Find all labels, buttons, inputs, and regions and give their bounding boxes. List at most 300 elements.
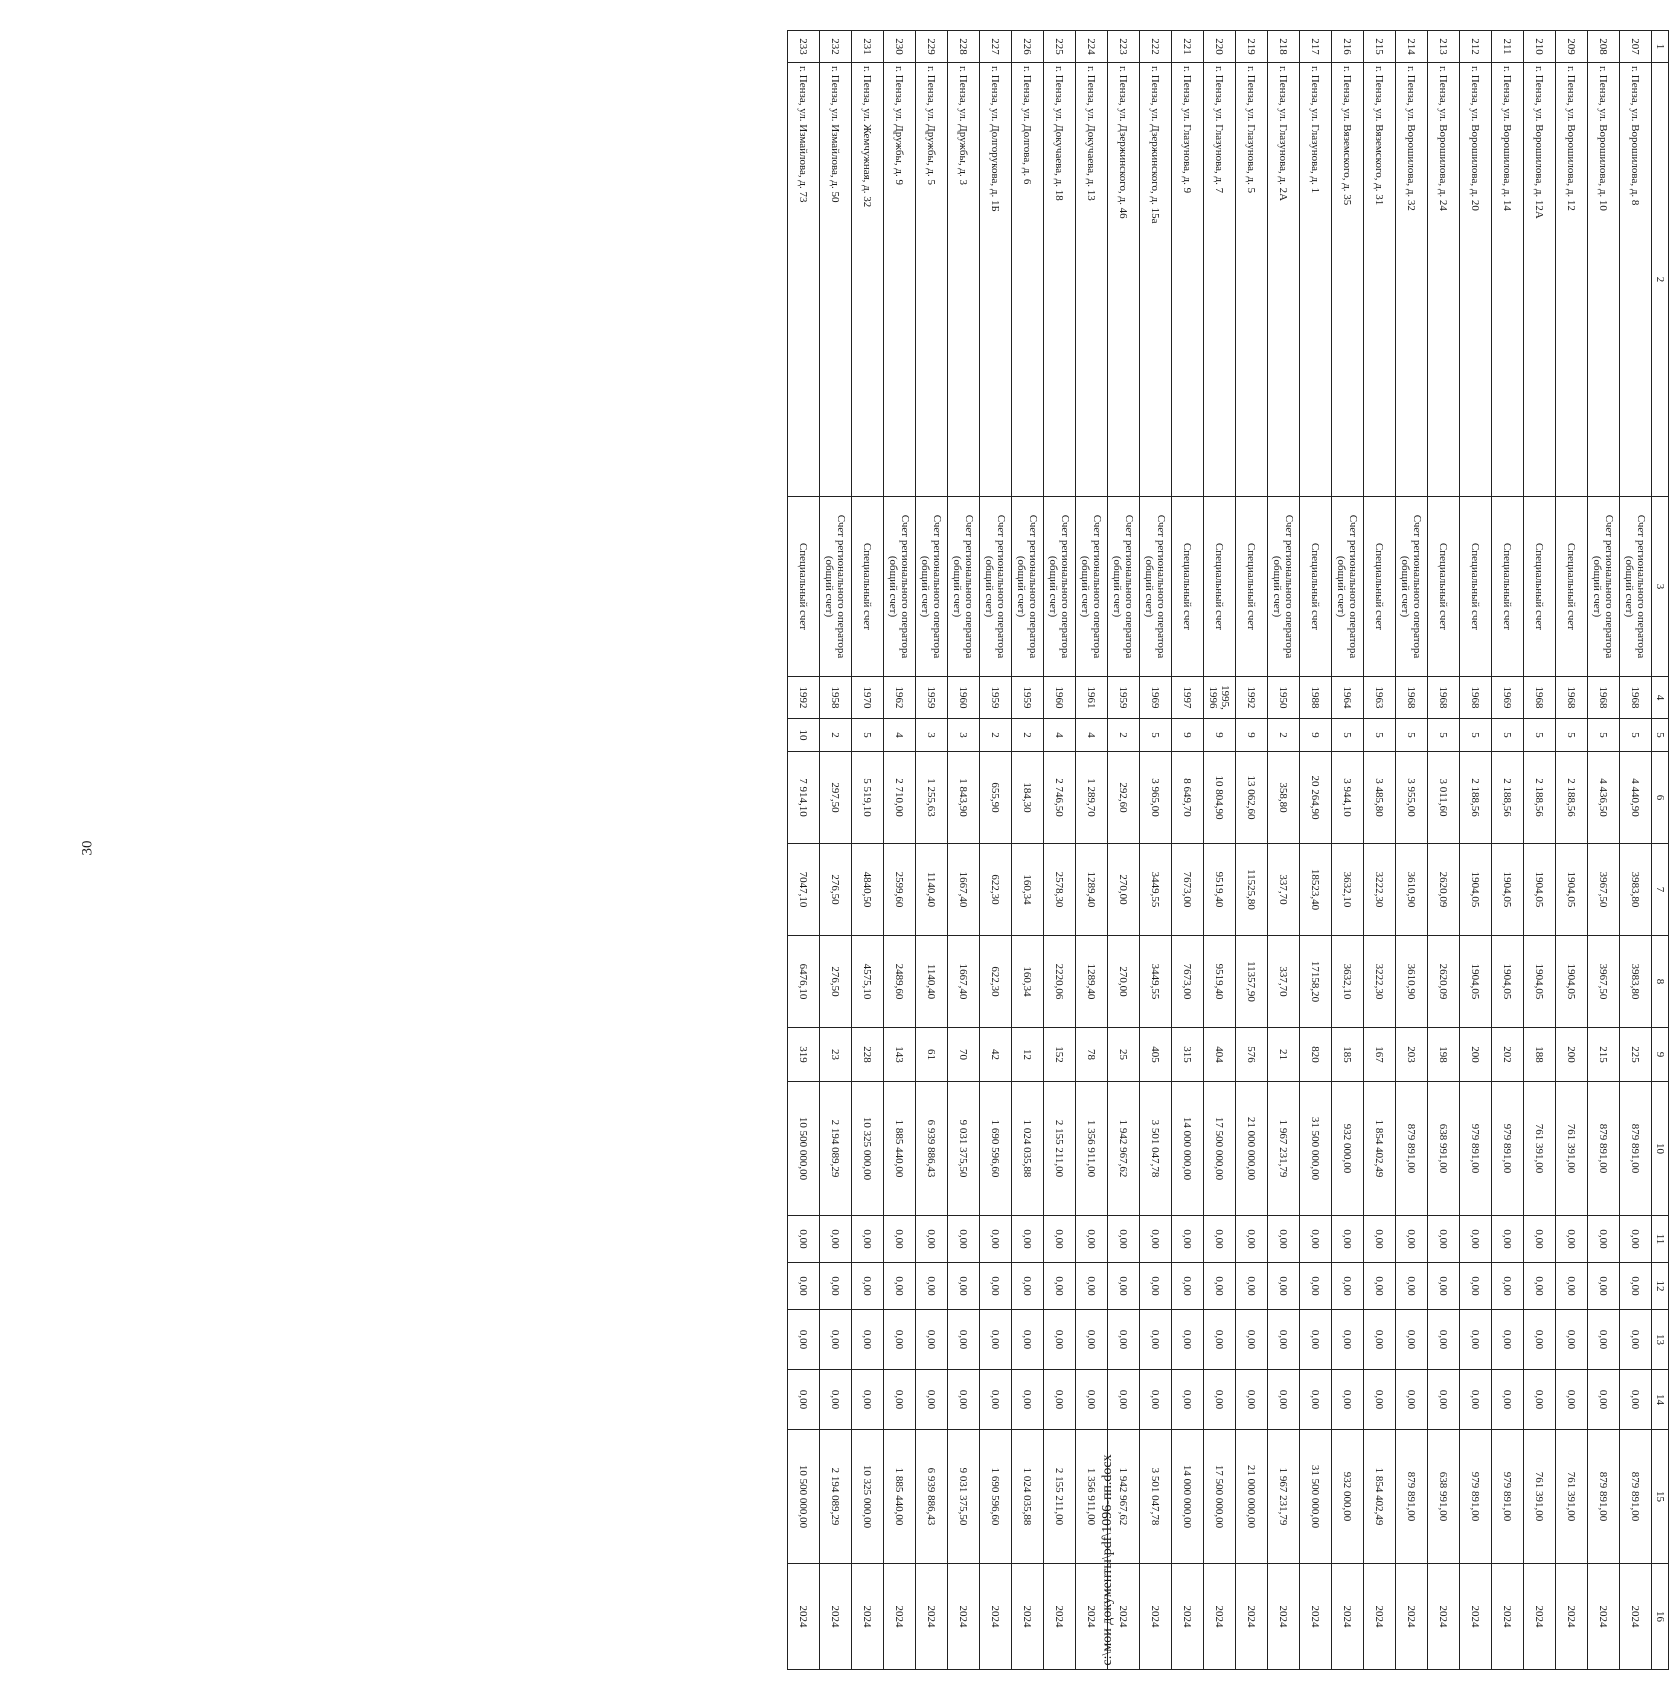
- value-cell: 1904,05: [1524, 936, 1556, 1028]
- value-cell: 2 188,56: [1524, 752, 1556, 844]
- value-cell: 0,00: [1236, 1370, 1268, 1430]
- cost-cell: 1 854 402,49: [1364, 1430, 1396, 1564]
- row-number: 216: [1332, 31, 1364, 63]
- value-cell: 3983,80: [1620, 844, 1652, 936]
- value-cell: 0,00: [1364, 1310, 1396, 1370]
- value-cell: 0,00: [884, 1263, 916, 1310]
- value-cell: 3 965,00: [1140, 752, 1172, 844]
- table-row: [820, 31, 852, 1670]
- value-cell: 5 519,10: [852, 752, 884, 844]
- table-row: [1364, 31, 1396, 1670]
- value-cell: 0,00: [1268, 1263, 1300, 1310]
- floors-cell: 4: [884, 719, 916, 752]
- row-number: 213: [1428, 31, 1460, 63]
- value-cell: 1289,40: [1076, 936, 1108, 1028]
- account-type-cell: Специальный счет: [1556, 497, 1588, 677]
- table-row: [1076, 31, 1108, 1670]
- address-cell: г. Пенза, ул. Долгорукова, д. 1Б: [980, 63, 1012, 497]
- value-cell: 0,00: [1012, 1370, 1044, 1430]
- value-cell: 0,00: [916, 1310, 948, 1370]
- value-cell: 0,00: [1588, 1370, 1620, 1430]
- account-type-cell: Специальный счет: [1172, 497, 1204, 677]
- cost-cell: 979 891,00: [1492, 1082, 1524, 1216]
- cost-cell: 1 024 035,88: [1012, 1082, 1044, 1216]
- value-cell: 0,00: [788, 1216, 820, 1263]
- row-number: 217: [1300, 31, 1332, 63]
- floors-cell: 5: [1556, 719, 1588, 752]
- value-cell: 0,00: [1492, 1263, 1524, 1310]
- floors-cell: 5: [1140, 719, 1172, 752]
- value-cell: 270,00: [1108, 936, 1140, 1028]
- value-cell: 0,00: [948, 1216, 980, 1263]
- value-cell: 0,00: [1236, 1263, 1268, 1310]
- floors-cell: 9: [1236, 719, 1268, 752]
- value-cell: 655,90: [980, 752, 1012, 844]
- table-row: [916, 31, 948, 1670]
- value-cell: 0,00: [1172, 1263, 1204, 1310]
- value-cell: 0,00: [1620, 1216, 1652, 1263]
- value-cell: 1140,40: [916, 936, 948, 1028]
- year-planned-cell: 2024: [1620, 1564, 1652, 1670]
- value-cell: 0,00: [1620, 1370, 1652, 1430]
- column-number: 8: [1652, 936, 1669, 1028]
- cost-cell: 17 500 000,00: [1204, 1430, 1236, 1564]
- address-cell: г. Пенза, ул. Ворошилова, д. 24: [1428, 63, 1460, 497]
- value-cell: 270,00: [1108, 844, 1140, 936]
- account-type-cell: Счет регионального оператора (общий счет): [884, 497, 916, 677]
- build-year-cell: 1958: [820, 677, 852, 719]
- account-type-cell: Специальный счет: [1428, 497, 1460, 677]
- value-cell: 3632,10: [1332, 936, 1364, 1028]
- build-year-cell: 1968: [1556, 677, 1588, 719]
- floors-cell: 5: [852, 719, 884, 752]
- value-cell: 0,00: [1620, 1310, 1652, 1370]
- value-cell: 0,00: [1460, 1263, 1492, 1310]
- row-number: 210: [1524, 31, 1556, 63]
- floors-cell: 5: [1492, 719, 1524, 752]
- address-cell: г. Пенза, ул. Дружбы, д. 9: [884, 63, 916, 497]
- cost-cell: 879 891,00: [1620, 1430, 1652, 1564]
- value-cell: 4 440,90: [1620, 752, 1652, 844]
- address-cell: г. Пенза, ул. Дзержинского, д. 15а: [1140, 63, 1172, 497]
- floors-cell: 9: [1172, 719, 1204, 752]
- cost-cell: 21 000 000,00: [1236, 1430, 1268, 1564]
- value-cell: 21: [1268, 1028, 1300, 1082]
- account-type-cell: Счет регионального оператора (общий счет): [980, 497, 1012, 677]
- value-cell: 1 843,90: [948, 752, 980, 844]
- value-cell: 0,00: [1492, 1216, 1524, 1263]
- value-cell: 0,00: [1044, 1216, 1076, 1263]
- table-row: [1012, 31, 1044, 1670]
- row-number: 224: [1076, 31, 1108, 63]
- address-cell: г. Пенза, ул. Глазунова, д. 1: [1300, 63, 1332, 497]
- address-cell: г. Пенза, ул. Ворошилова, д. 12А: [1524, 63, 1556, 497]
- value-cell: 0,00: [1460, 1310, 1492, 1370]
- address-cell: г. Пенза, ул. Ворошилова, д. 8: [1620, 63, 1652, 497]
- build-year-cell: 1997: [1172, 677, 1204, 719]
- cost-cell: 14 000 000,00: [1172, 1082, 1204, 1216]
- account-type-cell: Счет регионального оператора (общий счет): [1012, 497, 1044, 677]
- value-cell: 0,00: [852, 1310, 884, 1370]
- build-year-cell: 1992: [1236, 677, 1268, 719]
- row-number: 227: [980, 31, 1012, 63]
- row-number: 220: [1204, 31, 1236, 63]
- floors-cell: 5: [1364, 719, 1396, 752]
- column-number: 5: [1652, 719, 1669, 752]
- value-cell: 10 804,90: [1204, 752, 1236, 844]
- value-cell: 184,30: [1012, 752, 1044, 844]
- value-cell: 1140,40: [916, 844, 948, 936]
- value-cell: 405: [1140, 1028, 1172, 1082]
- value-cell: 4575,10: [852, 936, 884, 1028]
- value-cell: 200: [1556, 1028, 1588, 1082]
- value-cell: 1904,05: [1492, 844, 1524, 936]
- row-number: 232: [820, 31, 852, 63]
- table-row: [788, 31, 820, 1670]
- cost-cell: 14 000 000,00: [1172, 1430, 1204, 1564]
- build-year-cell: 1968: [1396, 677, 1428, 719]
- account-type-cell: Счет регионального оператора (общий счет): [948, 497, 980, 677]
- value-cell: 276,50: [820, 844, 852, 936]
- cost-cell: 6 939 886,43: [916, 1430, 948, 1564]
- account-type-cell: Специальный счет: [788, 497, 820, 677]
- year-planned-cell: 2024: [1044, 1564, 1076, 1670]
- column-number: 16: [1652, 1564, 1669, 1670]
- value-cell: 0,00: [1396, 1216, 1428, 1263]
- value-cell: 0,00: [1076, 1310, 1108, 1370]
- account-type-cell: Специальный счет: [1300, 497, 1332, 677]
- value-cell: 0,00: [1364, 1370, 1396, 1430]
- value-cell: 0,00: [1428, 1263, 1460, 1310]
- cost-cell: 879 891,00: [1588, 1430, 1620, 1564]
- column-number: 1: [1652, 31, 1669, 63]
- value-cell: 0,00: [1556, 1370, 1588, 1430]
- cost-cell: 2 194 089,29: [820, 1082, 852, 1216]
- value-cell: 11357,90: [1236, 936, 1268, 1028]
- address-cell: г. Пенза, ул. Вяземского, д. 35: [1332, 63, 1364, 497]
- value-cell: 3632,10: [1332, 844, 1364, 936]
- value-cell: 0,00: [1396, 1263, 1428, 1310]
- value-cell: 337,70: [1268, 844, 1300, 936]
- table-row: [1204, 31, 1236, 1670]
- cost-cell: 10 500 000,00: [788, 1082, 820, 1216]
- cost-cell: 879 891,00: [1620, 1082, 1652, 1216]
- value-cell: 20 264,90: [1300, 752, 1332, 844]
- value-cell: 0,00: [1460, 1216, 1492, 1263]
- value-cell: 0,00: [1524, 1263, 1556, 1310]
- row-number: 231: [852, 31, 884, 63]
- year-planned-cell: 2024: [1364, 1564, 1396, 1670]
- cost-cell: 1 854 402,49: [1364, 1082, 1396, 1216]
- value-cell: 0,00: [1108, 1216, 1140, 1263]
- value-cell: 1 255,63: [916, 752, 948, 844]
- address-cell: г. Пенза, ул. Дзержинского, д. 46: [1108, 63, 1140, 497]
- value-cell: 0,00: [1108, 1370, 1140, 1430]
- value-cell: 0,00: [916, 1216, 948, 1263]
- build-year-cell: 1961: [1076, 677, 1108, 719]
- cost-cell: 932 000,00: [1332, 1430, 1364, 1564]
- value-cell: 70: [948, 1028, 980, 1082]
- column-number-row: [1652, 31, 1669, 1670]
- value-cell: 3222,30: [1364, 844, 1396, 936]
- build-year-cell: 1992: [788, 677, 820, 719]
- year-planned-cell: 2024: [1428, 1564, 1460, 1670]
- column-number: 9: [1652, 1028, 1669, 1082]
- cost-cell: 1 690 596,60: [980, 1430, 1012, 1564]
- value-cell: 404: [1204, 1028, 1236, 1082]
- build-year-cell: 1968: [1524, 677, 1556, 719]
- value-cell: 0,00: [1012, 1310, 1044, 1370]
- cost-cell: 1 967 231,79: [1268, 1082, 1300, 1216]
- row-number: 222: [1140, 31, 1172, 63]
- cost-cell: 1 967 231,79: [1268, 1430, 1300, 1564]
- value-cell: 0,00: [1364, 1263, 1396, 1310]
- floors-cell: 5: [1524, 719, 1556, 752]
- cost-cell: 9 031 375,50: [948, 1082, 980, 1216]
- cost-cell: 9 031 375,50: [948, 1430, 980, 1564]
- column-number: 3: [1652, 497, 1669, 677]
- value-cell: 215: [1588, 1028, 1620, 1082]
- value-cell: 0,00: [884, 1216, 916, 1263]
- value-cell: 1904,05: [1460, 844, 1492, 936]
- year-planned-cell: 2024: [1236, 1564, 1268, 1670]
- value-cell: 622,30: [980, 844, 1012, 936]
- value-cell: 185: [1332, 1028, 1364, 1082]
- year-planned-cell: 2024: [1588, 1564, 1620, 1670]
- value-cell: 0,00: [1396, 1310, 1428, 1370]
- value-cell: 0,00: [1204, 1370, 1236, 1430]
- table-row: [852, 31, 884, 1670]
- year-planned-cell: 2024: [1556, 1564, 1588, 1670]
- account-type-cell: Счет регионального оператора (общий счет): [1396, 497, 1428, 677]
- value-cell: 0,00: [980, 1263, 1012, 1310]
- value-cell: 3967,50: [1588, 844, 1620, 936]
- cost-cell: 21 000 000,00: [1236, 1082, 1268, 1216]
- cost-cell: 2 155 211,00: [1044, 1082, 1076, 1216]
- value-cell: 576: [1236, 1028, 1268, 1082]
- value-cell: 12: [1012, 1028, 1044, 1082]
- build-year-cell: 1959: [1012, 677, 1044, 719]
- value-cell: 0,00: [1524, 1370, 1556, 1430]
- value-cell: 7047,10: [788, 844, 820, 936]
- value-cell: 13 062,60: [1236, 752, 1268, 844]
- row-number: 212: [1460, 31, 1492, 63]
- address-cell: г. Пенза, ул. Дружбы, д. 5: [916, 63, 948, 497]
- cost-cell: 1 356 911,00: [1076, 1082, 1108, 1216]
- value-cell: 2620,09: [1428, 936, 1460, 1028]
- address-cell: г. Пенза, ул. Докучаева, д. 18: [1044, 63, 1076, 497]
- value-cell: 2 188,56: [1492, 752, 1524, 844]
- value-cell: 2 746,50: [1044, 752, 1076, 844]
- build-year-cell: 1959: [916, 677, 948, 719]
- cost-cell: 2 194 089,29: [820, 1430, 852, 1564]
- table-row: [1620, 31, 1652, 1670]
- year-planned-cell: 2024: [884, 1564, 916, 1670]
- cost-cell: 1 885 440,00: [884, 1082, 916, 1216]
- value-cell: 2620,09: [1428, 844, 1460, 936]
- value-cell: 0,00: [916, 1263, 948, 1310]
- address-cell: г. Пенза, ул. Дружбы, д. 3: [948, 63, 980, 497]
- value-cell: 3 955,00: [1396, 752, 1428, 844]
- value-cell: 0,00: [1364, 1216, 1396, 1263]
- value-cell: 1904,05: [1460, 936, 1492, 1028]
- year-planned-cell: 2024: [1172, 1564, 1204, 1670]
- table-row: [1236, 31, 1268, 1670]
- value-cell: 292,60: [1108, 752, 1140, 844]
- value-cell: 0,00: [948, 1370, 980, 1430]
- floors-cell: 2: [1108, 719, 1140, 752]
- build-year-cell: 1959: [980, 677, 1012, 719]
- value-cell: 0,00: [1268, 1370, 1300, 1430]
- registry-table: [787, 30, 1669, 1670]
- address-cell: г. Пенза, ул. Докучаева, д. 13: [1076, 63, 1108, 497]
- column-number: 13: [1652, 1310, 1669, 1370]
- account-type-cell: Специальный счет: [1524, 497, 1556, 677]
- value-cell: 820: [1300, 1028, 1332, 1082]
- value-cell: 0,00: [1044, 1310, 1076, 1370]
- value-cell: 0,00: [1588, 1263, 1620, 1310]
- table-row: [884, 31, 916, 1670]
- column-number: 10: [1652, 1082, 1669, 1216]
- cost-cell: 1 690 596,60: [980, 1082, 1012, 1216]
- address-cell: г. Пенза, ул. Жемчужная, д. 32: [852, 63, 884, 497]
- value-cell: 3 485,80: [1364, 752, 1396, 844]
- value-cell: 0,00: [1460, 1370, 1492, 1430]
- year-planned-cell: 2024: [1076, 1564, 1108, 1670]
- row-number: 209: [1556, 31, 1588, 63]
- value-cell: 358,80: [1268, 752, 1300, 844]
- value-cell: 0,00: [1556, 1310, 1588, 1370]
- value-cell: 188: [1524, 1028, 1556, 1082]
- year-planned-cell: 2024: [1108, 1564, 1140, 1670]
- value-cell: 1904,05: [1556, 936, 1588, 1028]
- account-type-cell: Счет регионального оператора (общий счет): [1044, 497, 1076, 677]
- table-row: [948, 31, 980, 1670]
- account-type-cell: Счет регионального оператора (общий счет): [1140, 497, 1172, 677]
- value-cell: 2578,30: [1044, 844, 1076, 936]
- row-number: 208: [1588, 31, 1620, 63]
- floors-cell: 3: [948, 719, 980, 752]
- value-cell: 2599,60: [884, 844, 916, 936]
- account-type-cell: Специальный счет: [1204, 497, 1236, 677]
- row-number: 215: [1364, 31, 1396, 63]
- value-cell: 0,00: [980, 1370, 1012, 1430]
- floors-cell: 4: [1076, 719, 1108, 752]
- value-cell: 6476,10: [788, 936, 820, 1028]
- address-cell: г. Пенза, ул. Измайлова, д. 73: [788, 63, 820, 497]
- value-cell: 3610,90: [1396, 844, 1428, 936]
- cost-cell: 638 991,00: [1428, 1430, 1460, 1564]
- cost-cell: 10 325 000,00: [852, 1082, 884, 1216]
- value-cell: 0,00: [852, 1216, 884, 1263]
- floors-cell: 5: [1332, 719, 1364, 752]
- build-year-cell: 1968: [1460, 677, 1492, 719]
- value-cell: 3983,80: [1620, 936, 1652, 1028]
- value-cell: 0,00: [1172, 1370, 1204, 1430]
- value-cell: 0,00: [1524, 1310, 1556, 1370]
- cost-cell: 10 500 000,00: [788, 1430, 820, 1564]
- value-cell: 0,00: [1236, 1216, 1268, 1263]
- year-planned-cell: 2024: [1204, 1564, 1236, 1670]
- value-cell: 9519,40: [1204, 936, 1236, 1028]
- build-year-cell: 1959: [1108, 677, 1140, 719]
- value-cell: 1667,40: [948, 936, 980, 1028]
- value-cell: 1667,40: [948, 844, 980, 936]
- table-row: [1172, 31, 1204, 1670]
- table-body: [788, 31, 1669, 1670]
- cost-cell: 3 501 047,78: [1140, 1430, 1172, 1564]
- value-cell: 7 914,10: [788, 752, 820, 844]
- floors-cell: 2: [820, 719, 852, 752]
- value-cell: 0,00: [852, 1370, 884, 1430]
- value-cell: 276,50: [820, 936, 852, 1028]
- value-cell: 23: [820, 1028, 852, 1082]
- year-planned-cell: 2024: [852, 1564, 884, 1670]
- value-cell: 0,00: [1108, 1263, 1140, 1310]
- value-cell: 0,00: [820, 1216, 852, 1263]
- account-type-cell: Специальный счет: [852, 497, 884, 677]
- address-cell: г. Пенза, ул. Ворошилова, д. 12: [1556, 63, 1588, 497]
- row-number: 229: [916, 31, 948, 63]
- value-cell: 3610,90: [1396, 936, 1428, 1028]
- cost-cell: 879 891,00: [1396, 1082, 1428, 1216]
- address-cell: г. Пенза, ул. Глазунова, д. 5: [1236, 63, 1268, 497]
- address-cell: г. Пенза, ул. Глазунова, д. 7: [1204, 63, 1236, 497]
- column-number: 7: [1652, 844, 1669, 936]
- value-cell: 160,34: [1012, 844, 1044, 936]
- cost-cell: 932 000,00: [1332, 1082, 1364, 1216]
- cost-cell: 761 391,00: [1556, 1082, 1588, 1216]
- value-cell: 11525,80: [1236, 844, 1268, 936]
- value-cell: 0,00: [1012, 1216, 1044, 1263]
- value-cell: 200: [1460, 1028, 1492, 1082]
- row-number: 214: [1396, 31, 1428, 63]
- value-cell: 228: [852, 1028, 884, 1082]
- build-year-cell: 1969: [1492, 677, 1524, 719]
- value-cell: 0,00: [1140, 1263, 1172, 1310]
- row-number: 211: [1492, 31, 1524, 63]
- cost-cell: 979 891,00: [1460, 1430, 1492, 1564]
- value-cell: 0,00: [820, 1370, 852, 1430]
- value-cell: 0,00: [1140, 1216, 1172, 1263]
- account-type-cell: Специальный счет: [1236, 497, 1268, 677]
- account-type-cell: Счет регионального оператора (общий счет): [1588, 497, 1620, 677]
- account-type-cell: Счет регионального оператора (общий счет): [1108, 497, 1140, 677]
- value-cell: 2220,06: [1044, 936, 1076, 1028]
- value-cell: 0,00: [852, 1263, 884, 1310]
- value-cell: 4 436,50: [1588, 752, 1620, 844]
- value-cell: 0,00: [1108, 1310, 1140, 1370]
- value-cell: 0,00: [1268, 1216, 1300, 1263]
- value-cell: 0,00: [1396, 1370, 1428, 1430]
- value-cell: 152: [1044, 1028, 1076, 1082]
- account-type-cell: Счет регионального оператора (общий счет): [916, 497, 948, 677]
- row-number: 218: [1268, 31, 1300, 63]
- year-planned-cell: 2024: [1332, 1564, 1364, 1670]
- year-planned-cell: 2024: [1492, 1564, 1524, 1670]
- value-cell: 0,00: [1140, 1370, 1172, 1430]
- cost-cell: 1 024 035,88: [1012, 1430, 1044, 1564]
- cost-cell: 761 391,00: [1524, 1082, 1556, 1216]
- account-type-cell: Специальный счет: [1492, 497, 1524, 677]
- build-year-cell: 1950: [1268, 677, 1300, 719]
- cost-cell: 638 991,00: [1428, 1082, 1460, 1216]
- column-number: 2: [1652, 63, 1669, 497]
- value-cell: 0,00: [1204, 1216, 1236, 1263]
- cost-cell: 3 501 047,78: [1140, 1082, 1172, 1216]
- row-number: 226: [1012, 31, 1044, 63]
- account-type-cell: Специальный счет: [1460, 497, 1492, 677]
